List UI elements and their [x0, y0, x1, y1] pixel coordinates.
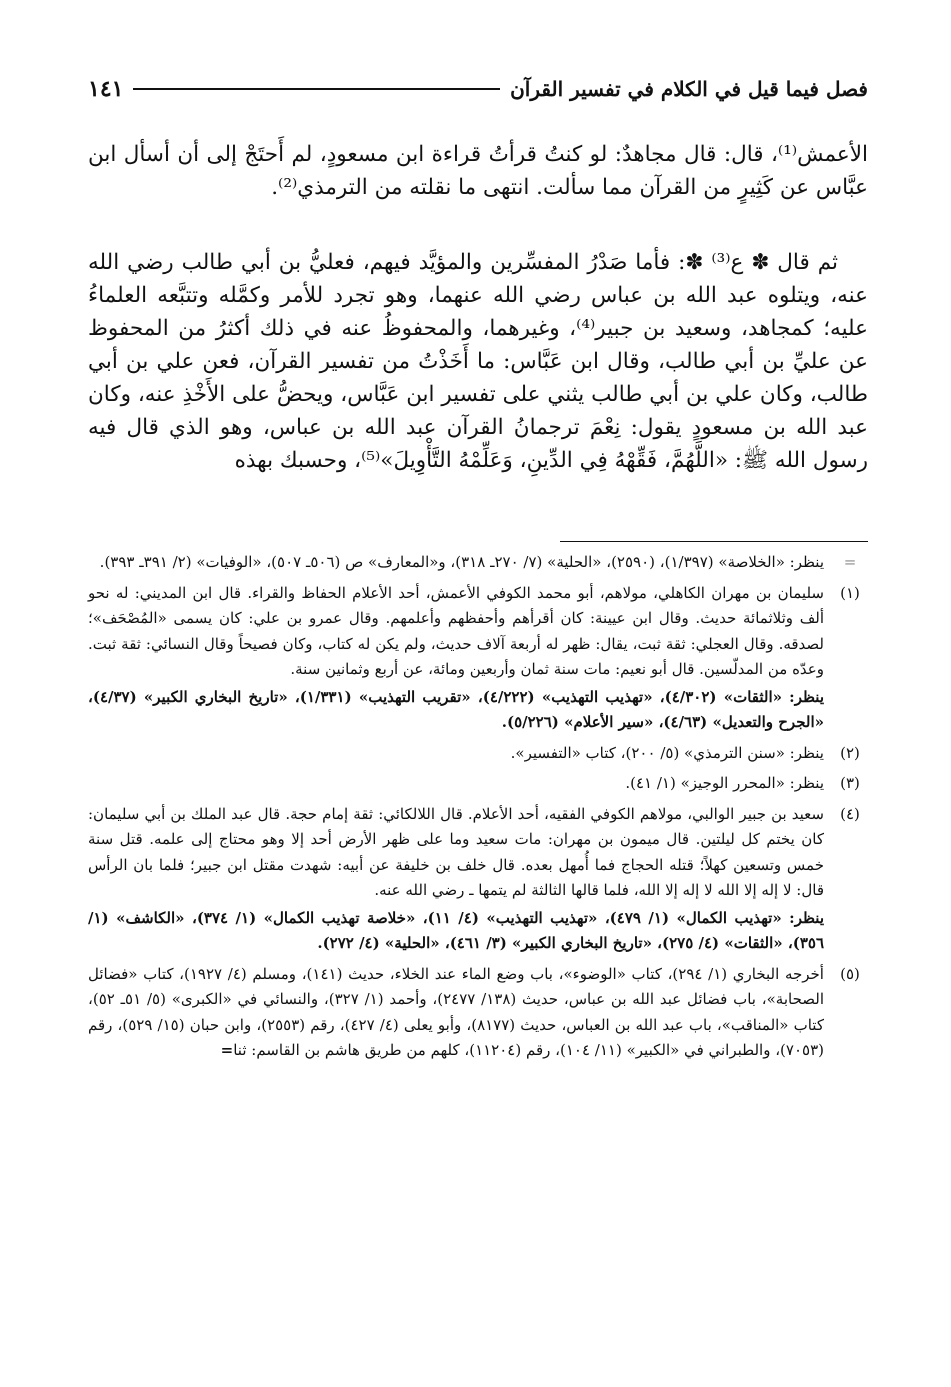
paragraph-text: ثم قال ✽ ع⁽³⁾ ✽: فأما صَدْرُ المفسِّرين والمؤيَّد فيهم، فعليُّ بن أبي طالب رضي الله عنه، ويتلوه عبد الله بن عباس رضي الله عنهما، وهو تجرد للأمر وكمَّله وتتبَّعه العلماءُ عليه؛ كمجاهد، وسعيد بن جبير⁽⁴⁾، وغيرهما، والمحفوظُ عنه في ذلك أكثرُ من المحفوظ عن عليِّ بن أبي طالب، وقال ابن عَبَّاس: ما أَخَذْتُ من تفسير القرآن، فعن علي بن أبي طالب، وكان علي بن أبي طالب يثني على تفسير ابن عَبَّاس، ويحضُّ على الأَخْذِ عنه، وكان عبد الله بن مسعودٍ يقول: نِعْمَ ترجمانُ القرآن عبد الله بن عباس، وهو الذي قال فيه رسول الله ﷺ: «اللَّهُمَّ، فَقِّهْهُ فِي الدِّينِ، وَعَلِّمْهُ التَّأْوِيلَ»⁽⁵⁾، وحسبك بهذه	[88, 250, 869, 473]
footnote-separator	[560, 541, 868, 542]
footnote-text: ينظر: «سنن الترمذي» (٥/ ٢٠٠)، كتاب «التفسير».	[510, 743, 824, 762]
footnote-5	[88, 962, 868, 1064]
footnote-text: سعيد بن جبير الوالبي، مولاهم الكوفي الفقيه، أحد الأعلام. قال اللالكائي: ثقة إمام حجة. قال عبد الملك بن أبي سليمان: كان يختم كل ليلتين. قال ميمون بن مهران: مات سعيد وما على ظهر الأرض أحد إلا وهو محتاج إلى علمه. قتل سنة خمس وتسعين كهلاً؛ قتله الحجاج فما أُمهل بعده. قال خلف بن خليفة عن أبيه: شهدت مقتل ابن جبير؛ فلما بان الرأس قال: لا إله إلا الله لا إله إلا الله، فلما قالها الثالثة لم يتمها ـ رضي الله عنه.	[88, 804, 824, 899]
footnote-text: سليمان بن مهران الكاهلي، مولاهم، أبو محمد الكوفي الأعمش، أحد الأعلام الحفاظ والقراء. قال ابن المديني: له نحو ألف وثلاثمائة حديث. وقال ابن عيينة: كان أقرأهم وأحفظهم وأعلمهم. وقال عمرو بن علي: كان يسمى «المُصْحَف»؛ لصدقه. وقال العجلي: ثقة ثبت، يقال: ظهر له أربعة آلاف حديث، ولم يكن له كتاب، وكان فصيحاً وقال النسائي: ثقة ثبت. وعدّه من المدلّسين. قال أبو نعيم: مات سنة ثمان وأربعين ومائة، عن أربع وثمانين سنة.	[88, 583, 824, 678]
body-paragraph-2	[88, 246, 868, 477]
footnote-mark: (٤)	[840, 804, 860, 823]
footnote-references: ينظر: «تهذيب الكمال» (١/ ٤٧٩)، «تهذيب التهذيب» (٤/ ١١)، «خلاصة تهذيب الكمال» (١/ ٣٧٤)، «الكاشف» (١/ ٣٥٦)، «الثقات» (٤/ ٢٧٥)، «تاريخ البخاري الكبير» (٣/ ٤٦١)، «الحلية» (٤/ ٢٧٢).	[88, 908, 824, 952]
footnote-mark: (٢)	[840, 743, 860, 762]
footnotes-section	[88, 550, 868, 1069]
footnote-text: ينظر: «المحرر الوجيز» (١/ ٤١).	[625, 774, 824, 792]
page-header	[88, 72, 868, 106]
running-title: فصل فيما قيل في الكلام في تفسير القرآن	[510, 77, 868, 101]
footnote-text	[88, 962, 824, 1064]
footnote-1	[88, 581, 868, 736]
footnote-text-body: أخرجه البخاري (١/ ٢٩٤)، كتاب «الوضوء»، باب وضع الماء عند الخلاء، حديث (١٤١)، ومسلم (٤/ ١٩٢٧)، كتاب «فضائل الصحابة»، باب فضائل عبد الله بن عباس، حديث (١٣٨/ ٢٤٧٧)، وأحمد (١/ ٣٢٧)، والنسائي في «الكبرى» (٥/ ٥١ـ ٥٢)، كتاب «المناقب»، باب عبد الله بن العباس، حديث (٨١٧٧)، وأبو يعلى (٤/ ٤٢٧)، رقم (٢٥٥٣)، وابن حبان (١٥/ ٥٢٩)، رقم (٧٠٥٣)، والطبراني في «الكبير» (١١/ ١٠٤)، رقم (١١٢٠٤)، كلهم من طريق هاشم بن القاسم: ثنا	[88, 964, 824, 1059]
footnote-mark: (١)	[840, 583, 860, 602]
body-paragraph-1	[88, 138, 868, 204]
footnote-references: ينظر: «الثقات» (٤/٣٠٢)، «تهذيب التهذيب» (٤/٢٢٢)، «تقريب التهذيب» (١/٣٣١)، «تاريخ البخاري الكبير» (٤/٣٧)، «الجرح والتعديل» (٤/٦٣)، «سير الأعلام» (٥/٢٢٦).	[88, 687, 825, 731]
header-rule	[133, 88, 500, 90]
footnote-mark: (٣)	[840, 774, 860, 792]
footnote-text: ينظر: «الخلاصة» (١/٣٩٧)، (٢٥٩٠)، «الحلية» (٧/ ٢٧٠ـ ٣١٨)، و«المعارف» ص (٥٠٦ـ ٥٠٧)، «الوفيات» (٢/ ٣٩١ـ ٣٩٣).	[99, 553, 824, 571]
paragraph-text: الأعمش⁽¹⁾، قال: قال مجاهدٌ: لو كنتُ قرأتُ قراءة ابن مسعودٍ، لم أَحتَجْ إلى أن أسأل ابن عبَّاس عن كَثِيرٍ من القرآن مما سألت. انتهى ما نقلته من الترمذي⁽²⁾.	[88, 142, 868, 200]
footnote-4	[88, 802, 868, 957]
footnote-mark: =	[843, 553, 857, 571]
page-number: ١٤١	[88, 76, 124, 102]
continuation-mark: =	[220, 1041, 234, 1059]
footnote-mark: (٥)	[840, 964, 860, 983]
footnote-3	[88, 771, 868, 797]
footnote-2	[88, 741, 868, 767]
footnote-continuation	[88, 550, 868, 576]
